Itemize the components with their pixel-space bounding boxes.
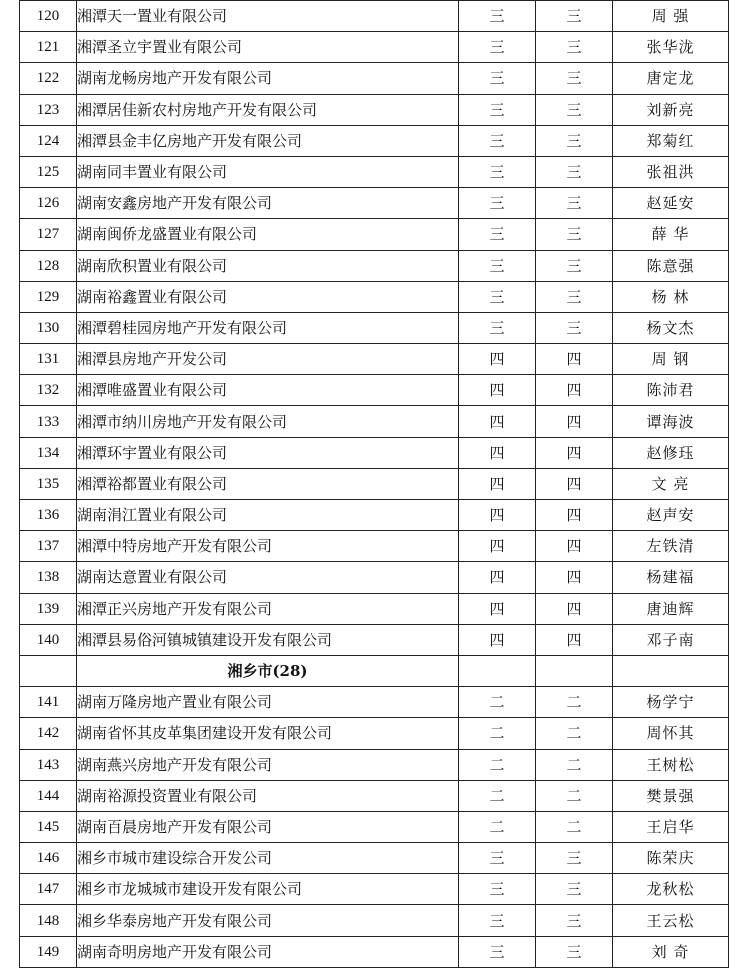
credit-grade: 二	[536, 687, 613, 718]
legal-representative: 薛 华	[613, 219, 729, 250]
row-number: 149	[20, 936, 77, 967]
qualification-grade: 二	[459, 811, 536, 842]
registry-table-body	[20, 1, 729, 968]
credit-grade: 四	[536, 562, 613, 593]
row-number: 143	[20, 749, 77, 780]
table-row	[20, 562, 729, 593]
credit-grade: 四	[536, 344, 613, 375]
row-number: 146	[20, 843, 77, 874]
legal-representative: 刘新亮	[613, 94, 729, 125]
table-row	[20, 593, 729, 624]
section-empty-cell	[613, 655, 729, 686]
legal-representative: 杨 林	[613, 281, 729, 312]
credit-grade: 三	[536, 843, 613, 874]
company-name: 湘乡市龙城城市建设开发有限公司	[77, 874, 459, 905]
company-name: 湖南龙畅房地产开发有限公司	[77, 63, 459, 94]
table-row	[20, 624, 729, 655]
legal-representative: 张祖洪	[613, 156, 729, 187]
table-row	[20, 32, 729, 63]
qualification-grade: 四	[459, 624, 536, 655]
credit-grade: 三	[536, 156, 613, 187]
qualification-grade: 四	[459, 531, 536, 562]
table-row	[20, 811, 729, 842]
qualification-grade: 三	[459, 125, 536, 156]
qualification-grade: 四	[459, 406, 536, 437]
table-row	[20, 375, 729, 406]
row-number: 121	[20, 32, 77, 63]
qualification-grade: 四	[459, 562, 536, 593]
row-number: 135	[20, 468, 77, 499]
legal-representative: 王启华	[613, 811, 729, 842]
legal-representative: 唐迪辉	[613, 593, 729, 624]
company-name: 湖南同丰置业有限公司	[77, 156, 459, 187]
credit-grade: 四	[536, 593, 613, 624]
table-row	[20, 749, 729, 780]
row-number: 145	[20, 811, 77, 842]
section-title: 湘乡市(28)	[77, 655, 459, 686]
section-empty-cell	[536, 655, 613, 686]
row-number: 139	[20, 593, 77, 624]
legal-representative: 周 强	[613, 1, 729, 32]
row-number: 134	[20, 437, 77, 468]
qualification-grade: 三	[459, 905, 536, 936]
company-name: 湘潭圣立宇置业有限公司	[77, 32, 459, 63]
qualification-grade: 三	[459, 63, 536, 94]
credit-grade: 三	[536, 936, 613, 967]
table-row	[20, 406, 729, 437]
legal-representative: 刘 奇	[613, 936, 729, 967]
row-number: 133	[20, 406, 77, 437]
qualification-grade: 三	[459, 188, 536, 219]
credit-grade: 四	[536, 437, 613, 468]
company-name: 湘潭县易俗河镇城镇建设开发有限公司	[77, 624, 459, 655]
legal-representative: 赵声安	[613, 500, 729, 531]
table-row	[20, 156, 729, 187]
legal-representative: 陈沛君	[613, 375, 729, 406]
table-row	[20, 344, 729, 375]
qualification-grade: 四	[459, 375, 536, 406]
qualification-grade: 四	[459, 468, 536, 499]
table-row	[20, 437, 729, 468]
company-name: 湖南闽侨龙盛置业有限公司	[77, 219, 459, 250]
qualification-grade: 三	[459, 874, 536, 905]
qualification-grade: 二	[459, 687, 536, 718]
table-row	[20, 312, 729, 343]
table-row	[20, 874, 729, 905]
legal-representative: 谭海波	[613, 406, 729, 437]
row-number: 127	[20, 219, 77, 250]
credit-grade: 三	[536, 188, 613, 219]
company-registry-table	[19, 0, 729, 968]
legal-representative: 赵延安	[613, 188, 729, 219]
company-name: 湘潭裕都置业有限公司	[77, 468, 459, 499]
row-number: 128	[20, 250, 77, 281]
table-row	[20, 281, 729, 312]
section-empty-cell	[459, 655, 536, 686]
section-header-row	[20, 655, 729, 686]
legal-representative: 周 钢	[613, 344, 729, 375]
credit-grade: 四	[536, 375, 613, 406]
qualification-grade: 三	[459, 250, 536, 281]
credit-grade: 三	[536, 219, 613, 250]
legal-representative: 郑菊红	[613, 125, 729, 156]
table-row	[20, 531, 729, 562]
credit-grade: 四	[536, 468, 613, 499]
legal-representative: 赵修珏	[613, 437, 729, 468]
credit-grade: 二	[536, 780, 613, 811]
row-number: 124	[20, 125, 77, 156]
row-number: 125	[20, 156, 77, 187]
credit-grade: 三	[536, 905, 613, 936]
legal-representative: 樊景强	[613, 780, 729, 811]
row-number: 136	[20, 500, 77, 531]
row-number: 147	[20, 874, 77, 905]
company-name: 湘潭县房地产开发公司	[77, 344, 459, 375]
company-name: 湖南百晨房地产开发有限公司	[77, 811, 459, 842]
legal-representative: 杨学宁	[613, 687, 729, 718]
legal-representative: 陈荣庆	[613, 843, 729, 874]
table-row	[20, 718, 729, 749]
qualification-grade: 三	[459, 281, 536, 312]
company-name: 湖南省怀其皮革集团建设开发有限公司	[77, 718, 459, 749]
row-number: 138	[20, 562, 77, 593]
legal-representative: 陈意强	[613, 250, 729, 281]
legal-representative: 杨文杰	[613, 312, 729, 343]
credit-grade: 三	[536, 63, 613, 94]
company-name: 湘乡华泰房地产开发有限公司	[77, 905, 459, 936]
company-name: 湖南燕兴房地产开发有限公司	[77, 749, 459, 780]
row-number: 142	[20, 718, 77, 749]
company-name: 湘潭中特房地产开发有限公司	[77, 531, 459, 562]
row-number: 130	[20, 312, 77, 343]
credit-grade: 三	[536, 281, 613, 312]
table-row	[20, 936, 729, 967]
qualification-grade: 三	[459, 219, 536, 250]
company-name: 湘潭环宇置业有限公司	[77, 437, 459, 468]
company-name: 湘潭市纳川房地产开发有限公司	[77, 406, 459, 437]
table-row	[20, 500, 729, 531]
qualification-grade: 三	[459, 936, 536, 967]
row-number: 140	[20, 624, 77, 655]
company-name: 湘潭县金丰亿房地产开发有限公司	[77, 125, 459, 156]
company-name: 湘乡市城市建设综合开发公司	[77, 843, 459, 874]
table-row	[20, 94, 729, 125]
qualification-grade: 三	[459, 94, 536, 125]
table-row	[20, 219, 729, 250]
legal-representative: 周怀其	[613, 718, 729, 749]
credit-grade: 二	[536, 718, 613, 749]
credit-grade: 四	[536, 500, 613, 531]
credit-grade: 四	[536, 624, 613, 655]
credit-grade: 三	[536, 1, 613, 32]
table-row	[20, 780, 729, 811]
legal-representative: 王云松	[613, 905, 729, 936]
credit-grade: 四	[536, 406, 613, 437]
row-number: 129	[20, 281, 77, 312]
credit-grade: 三	[536, 312, 613, 343]
credit-grade: 三	[536, 94, 613, 125]
company-name: 湘潭碧桂园房地产开发有限公司	[77, 312, 459, 343]
credit-grade: 四	[536, 531, 613, 562]
table-row	[20, 468, 729, 499]
row-number: 148	[20, 905, 77, 936]
table-row	[20, 63, 729, 94]
qualification-grade: 四	[459, 344, 536, 375]
table-row	[20, 905, 729, 936]
credit-grade: 二	[536, 811, 613, 842]
legal-representative: 杨建福	[613, 562, 729, 593]
qualification-grade: 三	[459, 32, 536, 63]
legal-representative: 唐定龙	[613, 63, 729, 94]
qualification-grade: 二	[459, 749, 536, 780]
company-name: 湖南涓江置业有限公司	[77, 500, 459, 531]
table-row	[20, 250, 729, 281]
qualification-grade: 四	[459, 500, 536, 531]
company-name: 湘潭唯盛置业有限公司	[77, 375, 459, 406]
company-name: 湖南达意置业有限公司	[77, 562, 459, 593]
row-number: 122	[20, 63, 77, 94]
company-name: 湖南裕源投资置业有限公司	[77, 780, 459, 811]
company-name: 湖南奇明房地产开发有限公司	[77, 936, 459, 967]
company-name: 湖南裕鑫置业有限公司	[77, 281, 459, 312]
credit-grade: 三	[536, 874, 613, 905]
company-name: 湖南欣积置业有限公司	[77, 250, 459, 281]
qualification-grade: 四	[459, 437, 536, 468]
row-number: 144	[20, 780, 77, 811]
company-name: 湘潭居佳新农村房地产开发有限公司	[77, 94, 459, 125]
legal-representative: 王树松	[613, 749, 729, 780]
company-name: 湘潭正兴房地产开发有限公司	[77, 593, 459, 624]
company-name: 湖南万隆房地产置业有限公司	[77, 687, 459, 718]
table-row	[20, 188, 729, 219]
section-empty-cell	[20, 655, 77, 686]
table-row	[20, 1, 729, 32]
qualification-grade: 四	[459, 593, 536, 624]
qualification-grade: 三	[459, 312, 536, 343]
table-row	[20, 843, 729, 874]
row-number: 126	[20, 188, 77, 219]
legal-representative: 左铁清	[613, 531, 729, 562]
legal-representative: 龙秋松	[613, 874, 729, 905]
legal-representative: 张华泷	[613, 32, 729, 63]
row-number: 132	[20, 375, 77, 406]
credit-grade: 三	[536, 32, 613, 63]
credit-grade: 三	[536, 250, 613, 281]
qualification-grade: 二	[459, 780, 536, 811]
qualification-grade: 二	[459, 718, 536, 749]
credit-grade: 二	[536, 749, 613, 780]
row-number: 120	[20, 1, 77, 32]
credit-grade: 三	[536, 125, 613, 156]
qualification-grade: 三	[459, 1, 536, 32]
table-row	[20, 687, 729, 718]
company-name: 湘潭天一置业有限公司	[77, 1, 459, 32]
legal-representative: 邓子南	[613, 624, 729, 655]
qualification-grade: 三	[459, 156, 536, 187]
legal-representative: 文 亮	[613, 468, 729, 499]
row-number: 141	[20, 687, 77, 718]
table-row	[20, 125, 729, 156]
company-name: 湖南安鑫房地产开发有限公司	[77, 188, 459, 219]
row-number: 123	[20, 94, 77, 125]
row-number: 131	[20, 344, 77, 375]
row-number: 137	[20, 531, 77, 562]
qualification-grade: 三	[459, 843, 536, 874]
